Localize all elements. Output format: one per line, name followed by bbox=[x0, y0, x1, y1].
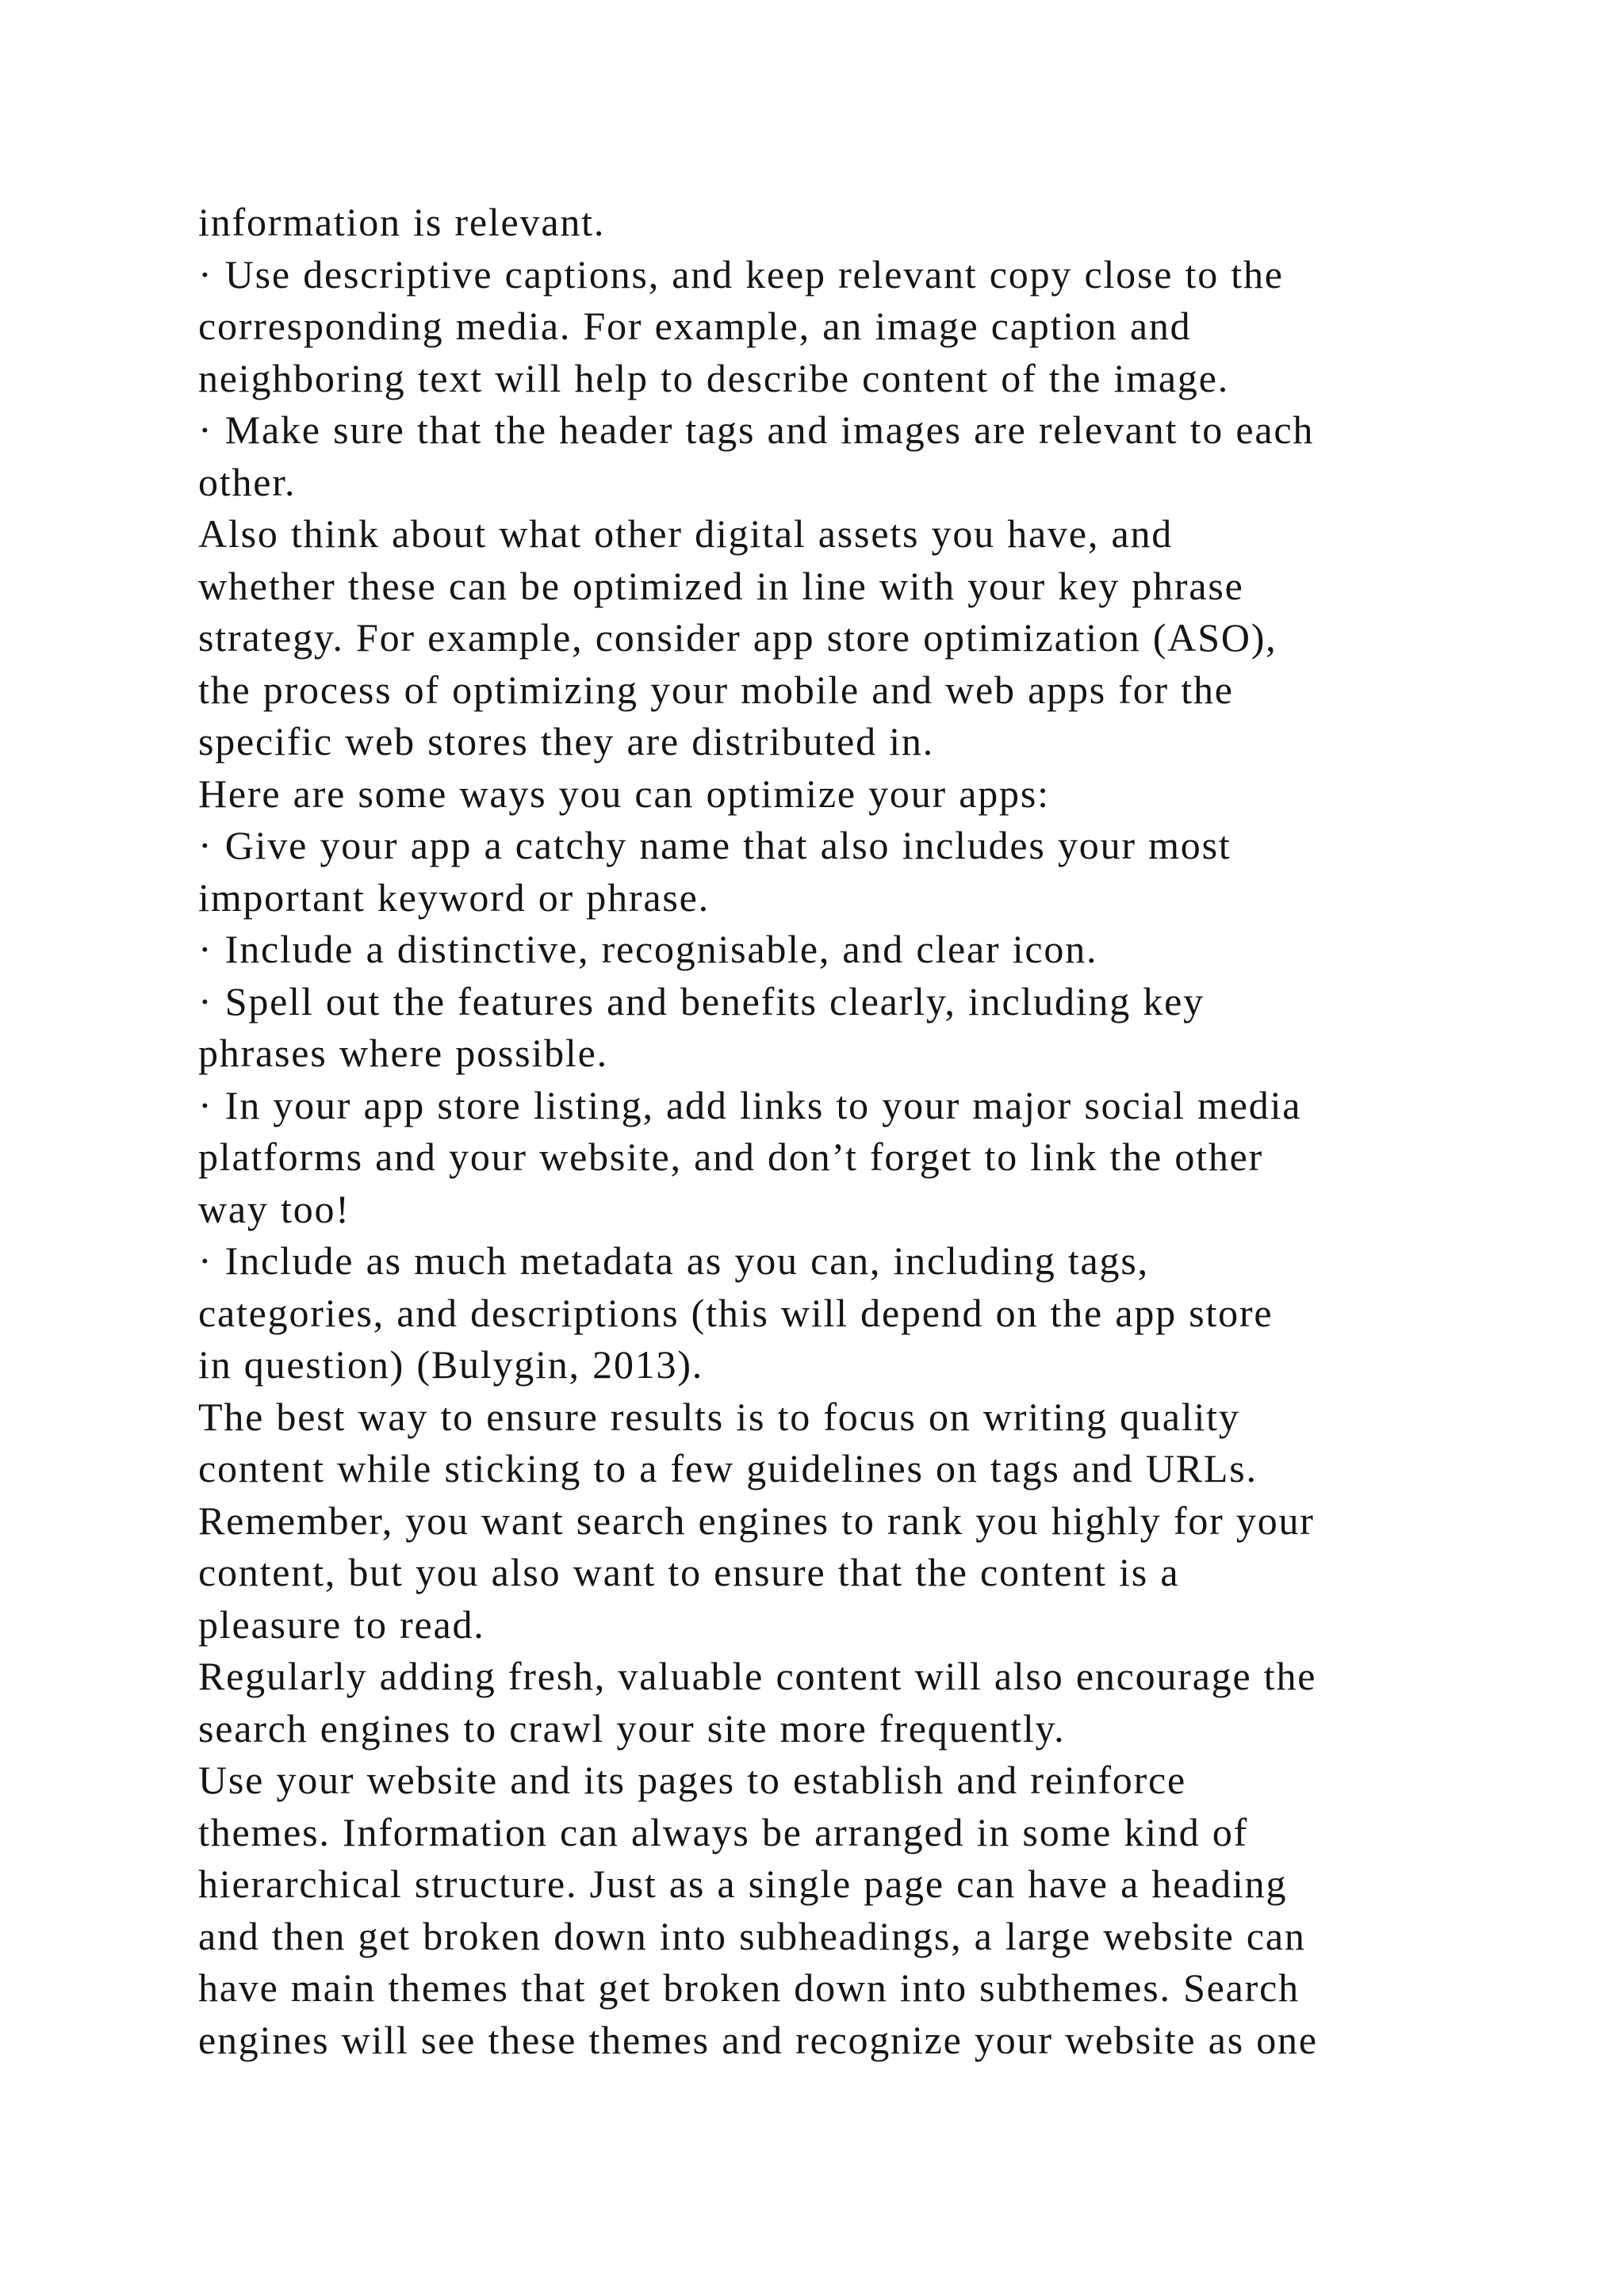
text-line: content while sticking to a few guidelines on tags and URLs. bbox=[198, 1446, 1258, 1490]
body-text bbox=[198, 197, 1467, 2066]
text-line: · Include as much metadata as you can, including tags, bbox=[198, 1238, 1149, 1283]
text-line: platforms and your website, and don’t forget to link the other bbox=[198, 1135, 1264, 1179]
text-line: · Use descriptive captions, and keep relevant copy close to the bbox=[198, 251, 1284, 297]
text-line: · Spell out the features and benefits clearly, including key bbox=[198, 978, 1205, 1024]
text-line: categories, and descriptions (this will depend on the app store bbox=[198, 1290, 1274, 1335]
text-line: search engines to crawl your site more frequently. bbox=[198, 1705, 1066, 1751]
text-line: pleasure to read. bbox=[198, 1601, 485, 1647]
text-line: have main themes that get broken down into subthemes. Search bbox=[198, 1965, 1300, 2010]
text-line: specific web stores they are distributed in. bbox=[198, 719, 934, 763]
text-line: · Include a distinctive, recognisable, and clear icon. bbox=[198, 927, 1098, 971]
text-line: engines will see these themes and recognize your website as one bbox=[198, 2017, 1318, 2062]
text-line: The best way to ensure results is to focus on writing quality bbox=[198, 1394, 1240, 1439]
text-line: information is relevant. bbox=[198, 200, 606, 244]
text-line: · Give your app a catchy name that also includes your most bbox=[198, 823, 1231, 867]
text-line: themes. Information can always be arranged in some kind of bbox=[198, 1809, 1249, 1854]
text-line: · Make sure that the header tags and images are relevant to each bbox=[198, 408, 1315, 452]
text-line: whether these can be optimized in line with your key phrase bbox=[198, 563, 1244, 608]
text-line: content, but you also want to ensure that the content is a bbox=[198, 1550, 1180, 1594]
text-line: the process of optimizing your mobile and web apps for the bbox=[198, 667, 1234, 712]
text-line: · In your app store listing, add links to your major social media bbox=[198, 1082, 1302, 1127]
text-line: Here are some ways you can optimize your apps: bbox=[198, 771, 1050, 816]
text-line: Remember, you want search engines to rank you highly for your bbox=[198, 1498, 1315, 1543]
text-line: strategy. For example, consider app store optimization (ASO), bbox=[198, 615, 1277, 660]
text-line: in question) (Bulygin, 2013). bbox=[198, 1342, 704, 1387]
text-line: Use your website and its pages to establish and reinforce bbox=[198, 1758, 1186, 1802]
text-line: Regularly adding fresh, valuable content will also encourage the bbox=[198, 1654, 1317, 1698]
text-line: other. bbox=[198, 459, 297, 504]
text-line: corresponding media. For example, an image caption and bbox=[198, 304, 1192, 348]
text-line: and then get broken down into subheadings, a large website can bbox=[198, 1913, 1306, 1958]
text-line: way too! bbox=[198, 1186, 350, 1231]
text-line: important keyword or phrase. bbox=[198, 874, 710, 920]
text-line: neighboring text will help to describe content of the image. bbox=[198, 355, 1230, 400]
text-line: phrases where possible. bbox=[198, 1031, 608, 1075]
text-line: Also think about what other digital assets you have, and bbox=[198, 511, 1174, 556]
text-line: hierarchical structure. Just as a single page can have a heading bbox=[198, 1862, 1288, 1906]
